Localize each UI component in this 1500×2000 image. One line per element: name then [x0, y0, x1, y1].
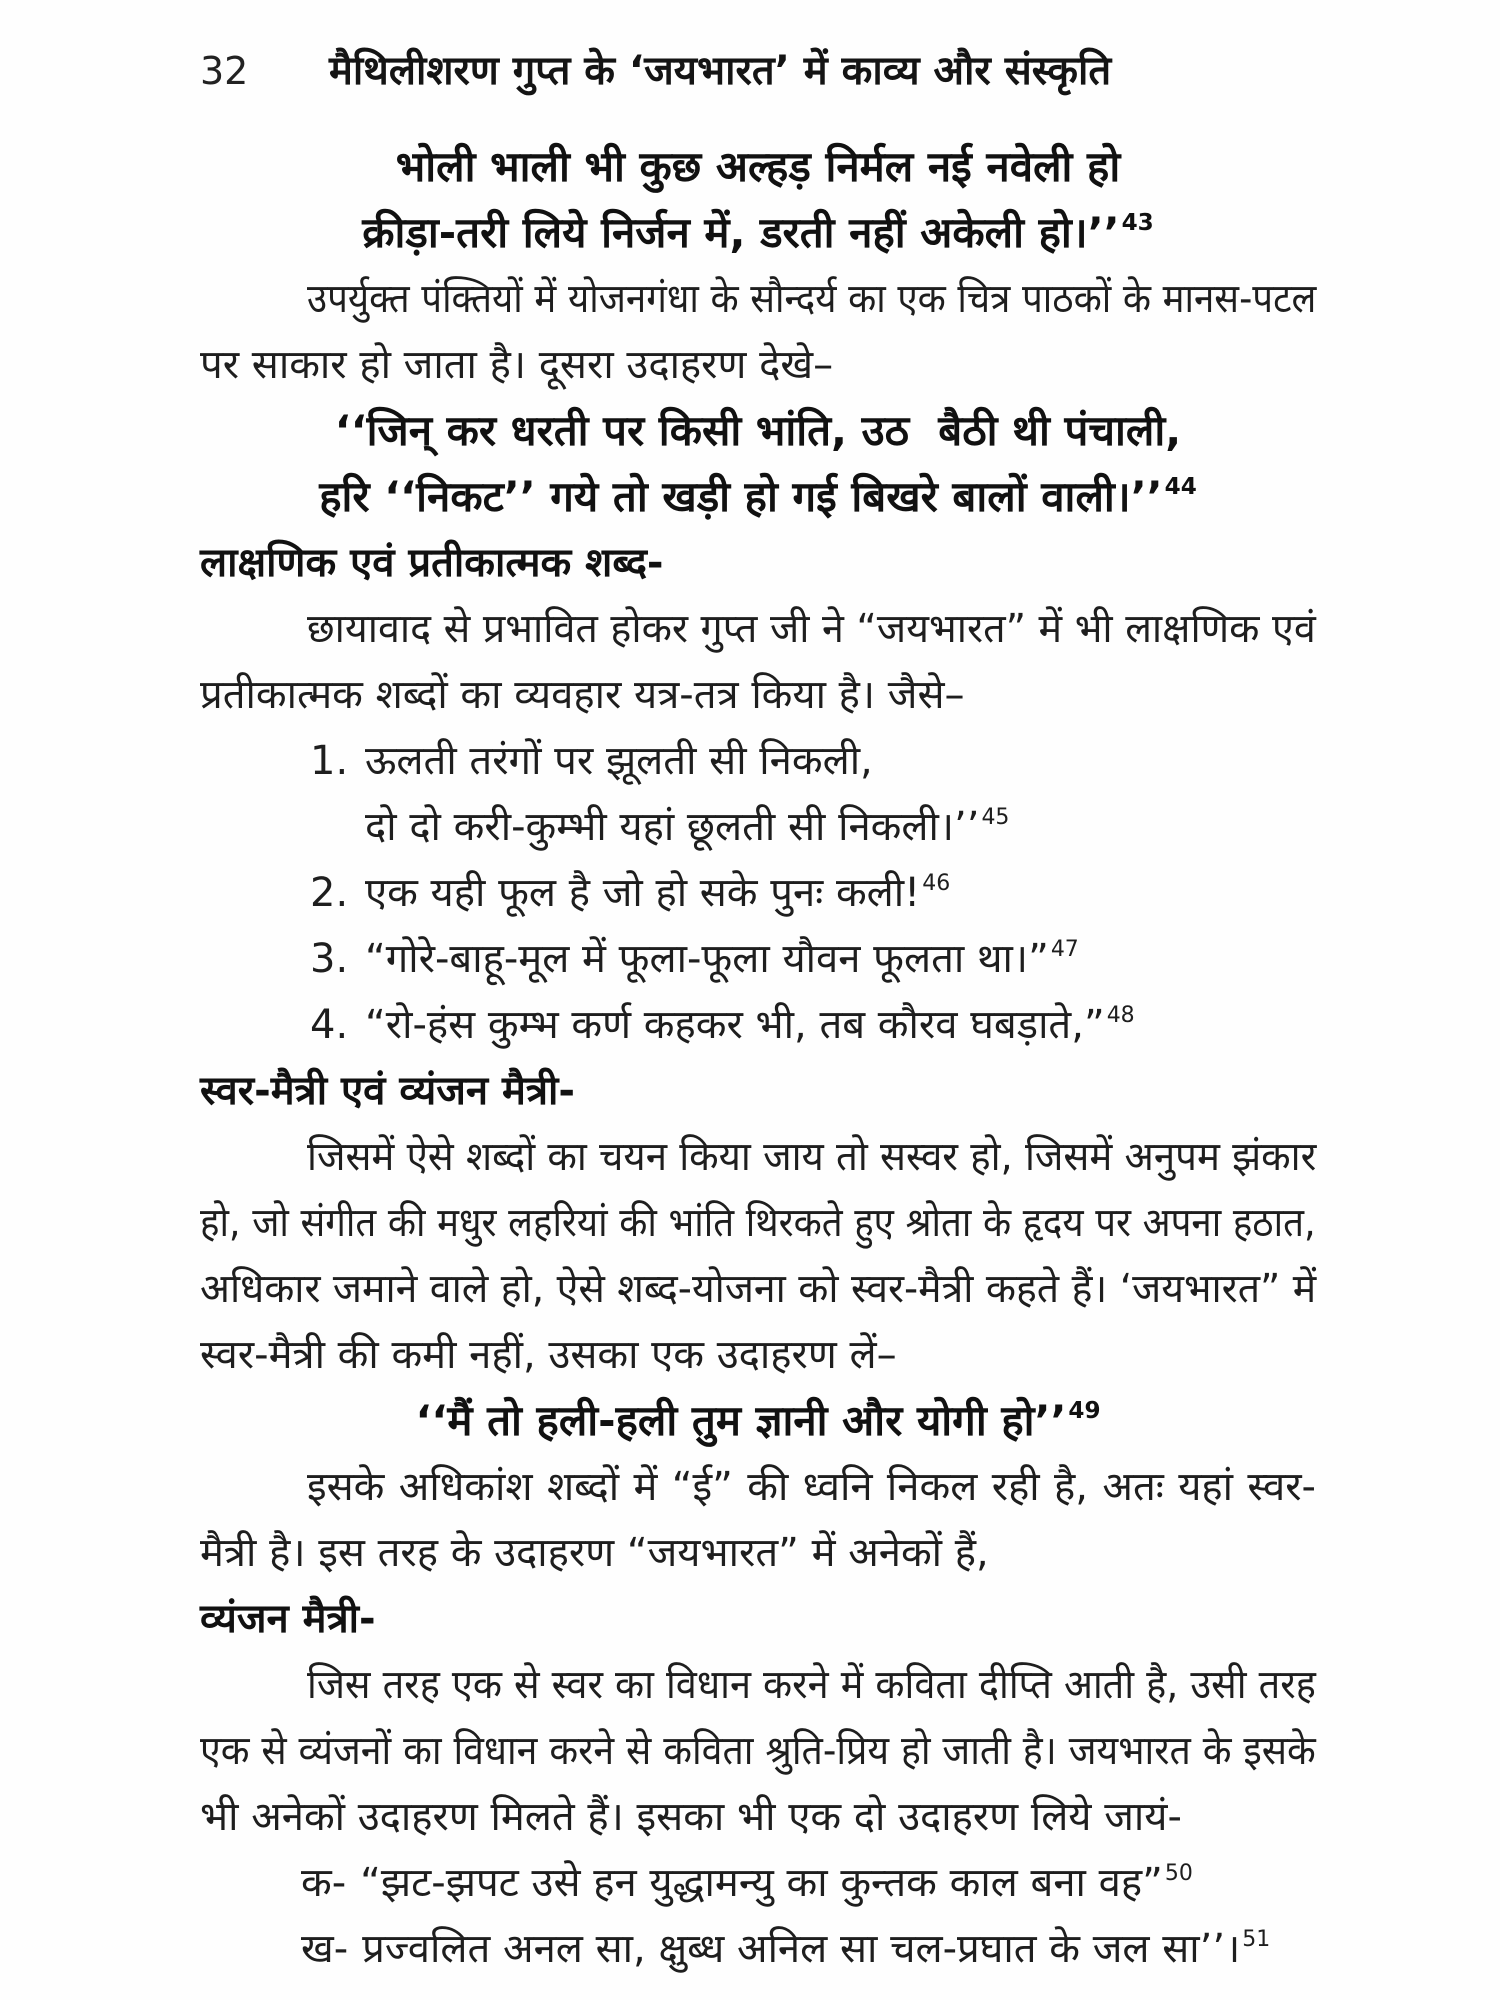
section-heading: व्यंजन मैत्री-: [200, 1596, 376, 1642]
footnote-ref: 43: [1121, 209, 1154, 236]
list-marker: 1.: [310, 738, 349, 784]
list-item: [310, 860, 1316, 926]
list-item: [310, 728, 1316, 794]
list-item: [310, 926, 1316, 992]
paragraph-line: स्वर-मैत्री की कमी नहीं, उसका एक उदाहरण लें–: [200, 1332, 897, 1378]
paragraph-line: छायावाद से प्रभावित होकर गुप्त जी ने “जयभारत” में भी लाक्षणिक एवं: [307, 606, 1316, 652]
list-marker: 3.: [310, 936, 349, 982]
list-item: [310, 992, 1316, 1058]
running-title: मैथिलीशरण गुप्त के ‘जयभारत’ में काव्य और संस्कृति: [329, 48, 1112, 94]
list-item-text: एक यही फूल है जो हो सके पुनः कली!: [365, 870, 921, 916]
list-item-continuation: [365, 794, 1316, 860]
paragraph-line: पर साकार हो जाता है। दूसरा उदाहरण देखे–: [200, 342, 834, 388]
list-item: [301, 1916, 1316, 1982]
paragraph-line: जिसमें ऐसे शब्दों का चयन किया जाय तो सस्वर हो, जिसमें अनुपम झंकार: [307, 1134, 1317, 1180]
list-item-text: प्रज्वलित अनल सा, क्षुब्ध अनिल सा चल-प्रघात के जल सा’’।: [362, 1926, 1241, 1972]
verse-line: [200, 200, 1316, 266]
footnote-ref: 46: [922, 870, 951, 896]
list-item-text: “झट-झपट उसे हन युद्धामन्यु का कुन्तक काल बना वह”: [360, 1860, 1163, 1906]
paragraph-line: इसके अधिकांश शब्दों में “ई” की ध्वनि निकल रही है, अतः यहां स्वर-: [307, 1464, 1316, 1510]
list-item-text: “गोरे-बाहू-मूल में फूला-फूला यौवन फूलता था।”: [365, 936, 1049, 982]
footnote-ref: 49: [1068, 1397, 1101, 1424]
paragraph-line: एक से व्यंजनों का विधान करने से कविता श्रुति-प्रिय हो जाती है। जयभारत के इसके: [200, 1728, 1316, 1774]
paragraph-line: अधिकार जमाने वाले हो, ऐसे शब्द-योजना को स्वर-मैत्री कहते हैं। ‘जयभारत” में: [200, 1266, 1317, 1312]
verse-line: [200, 134, 1316, 200]
verse-text: ‘‘मैं तो हली-हली तुम ज्ञानी और योगी हो’’: [415, 1396, 1067, 1445]
paragraph-line: प्रतीकात्मक शब्दों का व्यवहार यत्र-तत्र किया है। जैसे–: [200, 672, 965, 718]
footnote-ref: 44: [1164, 473, 1197, 500]
footnote-ref: 47: [1050, 936, 1079, 962]
paragraph-line: भी अनेकों उदाहरण मिलते हैं। इसका भी एक दो उदाहरण लिये जायं-: [200, 1794, 1182, 1840]
footnote-ref: 50: [1164, 1860, 1193, 1886]
list-item: [301, 1850, 1316, 1916]
list-item-text: दो दो करी-कुम्भी यहां छूलती सी निकली।’’: [365, 804, 980, 850]
footnote-ref: 51: [1242, 1926, 1271, 1952]
running-header: [200, 38, 1316, 104]
page-body: [200, 134, 1316, 1982]
verse-line: [200, 464, 1316, 530]
list-item-text: “रो-हंस कुम्भ कर्ण कहकर भी, तब कौरव घबड़ाते,”: [365, 1002, 1105, 1048]
list-item-text: ऊलती तरंगों पर झूलती सी निकली,: [365, 738, 873, 784]
paragraph-line: मैत्री है। इस तरह के उदाहरण “जयभारत” में अनेकों हैं,: [200, 1530, 989, 1576]
verse-line: [200, 398, 1316, 464]
verse-text: हरि ‘‘निकट’’ गये तो खड़ी हो गई बिखरे बालों वाली।’’: [319, 472, 1163, 521]
page-number: 32: [200, 49, 249, 93]
verse-text: भोली भाली भी कुछ अल्हड़ निर्मल नई नवेली हो: [395, 142, 1121, 191]
paragraph-line: जिस तरह एक से स्वर का विधान करने में कविता दीप्ति आती है, उसी तरह: [307, 1662, 1316, 1708]
list-marker: क-: [301, 1860, 347, 1906]
verse-line: [200, 1388, 1316, 1454]
footnote-ref: 48: [1106, 1002, 1135, 1028]
footnote-ref: 45: [981, 804, 1010, 830]
paragraph-line: उपर्युक्त पंक्तियों में योजनगंधा के सौन्दर्य का एक चित्र पाठकों के मानस-पटल: [307, 276, 1317, 322]
verse-text: ‘‘जिन् कर धरती पर किसी भांति, उठ बैठी थी पंचाली,: [334, 406, 1182, 455]
list-marker: 4.: [310, 1002, 349, 1048]
verse-text: क्रीड़ा-तरी लिये निर्जन में, डरती नहीं अकेली हो।’’: [362, 208, 1120, 257]
list-marker: ख-: [301, 1926, 349, 1972]
list-marker: 2.: [310, 870, 349, 916]
section-heading: लाक्षणिक एवं प्रतीकात्मक शब्द-: [200, 540, 664, 586]
paragraph-line: हो, जो संगीत की मधुर लहरियां की भांति थिरकते हुए श्रोता के हृदय पर अपना हठात,: [200, 1200, 1316, 1246]
section-heading: स्वर-मैत्री एवं व्यंजन मैत्री-: [200, 1068, 575, 1114]
